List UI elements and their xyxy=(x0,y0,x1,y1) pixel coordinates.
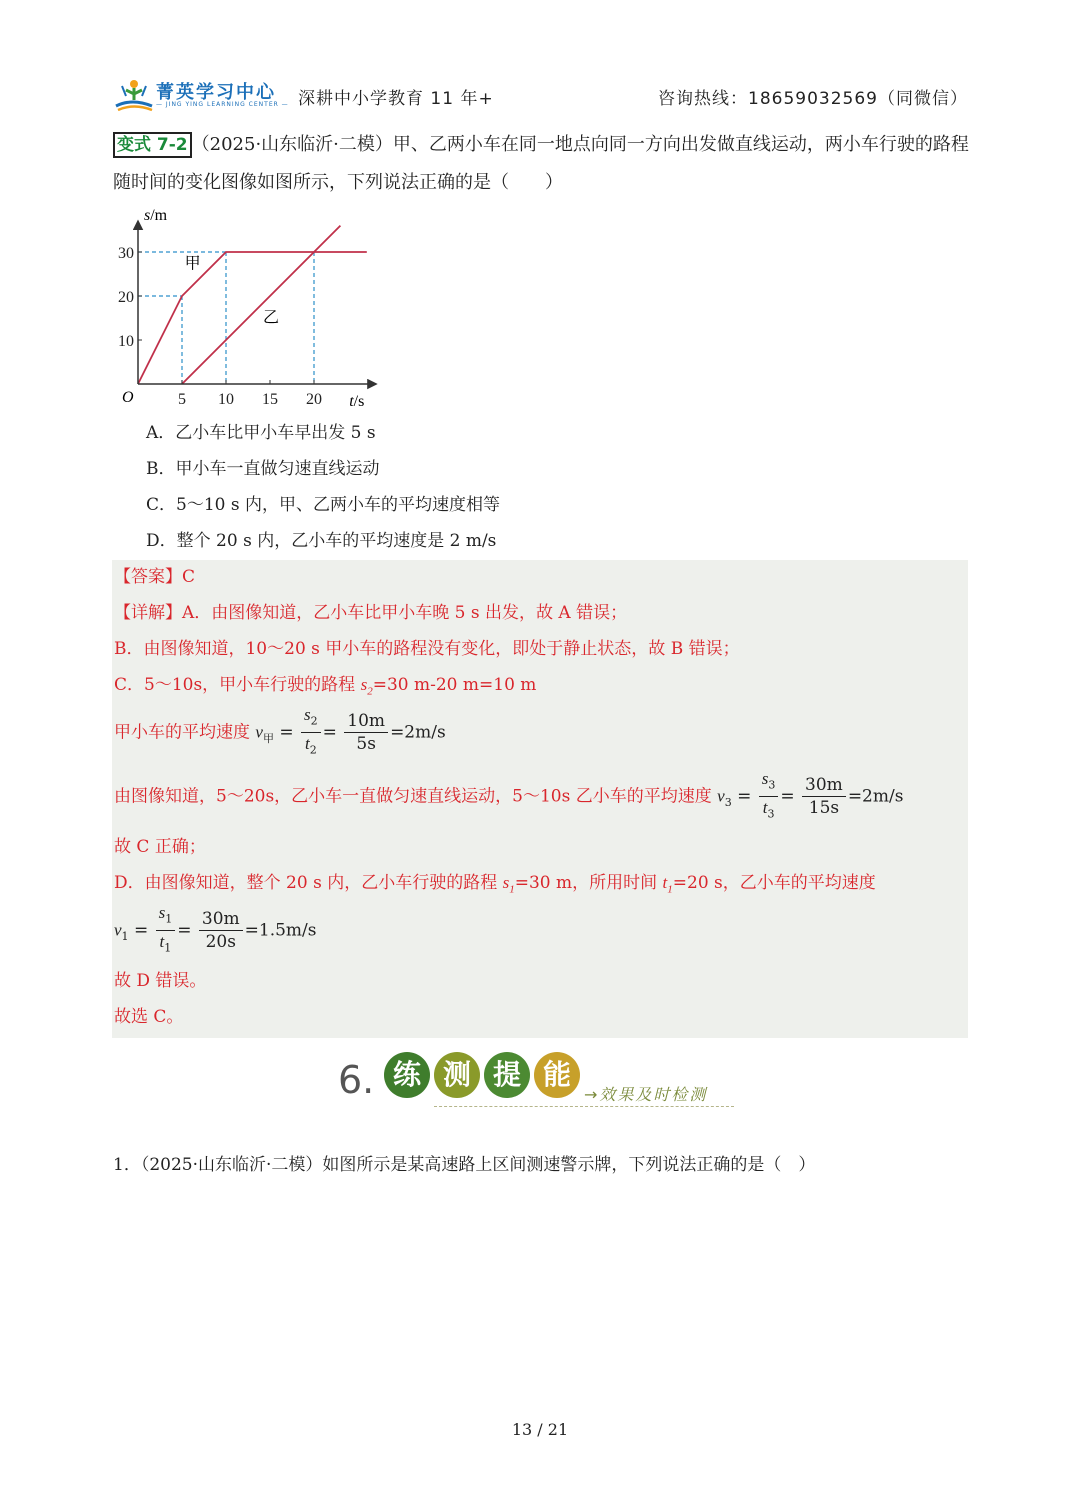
section-char-2: 测 xyxy=(434,1052,480,1098)
d-wrong: 故 D 错误。 xyxy=(114,971,207,991)
question-text-1: （2025·山东临沂·二模）甲、乙两小车在同一地点向同一方向出发做直线运动，两小车行驶的路程 xyxy=(191,134,969,155)
origin-label: O xyxy=(122,389,134,406)
series-line-yi xyxy=(182,226,340,384)
c-correct: 故 C 正确； xyxy=(114,837,206,857)
section-char-3: 提 xyxy=(484,1052,530,1098)
x-tick-label: 15 xyxy=(262,391,278,408)
series-label-jia: 甲 xyxy=(184,253,201,273)
logo-emblem-icon xyxy=(112,76,156,114)
series-line-jia xyxy=(138,252,367,384)
option-c: C．5～10 s 内，甲、乙两小车的平均速度相等 xyxy=(146,495,500,515)
y-tick-label: 30 xyxy=(118,245,134,262)
question-tag: 变式 7-2 xyxy=(113,132,192,158)
detail-b: B．由图像知道，10～20 s 甲小车的路程没有变化，即处于静止状态，故 B 错误； xyxy=(114,639,740,659)
page-number: 13 / 21 xyxy=(511,1420,569,1439)
x-tick-label: 5 xyxy=(178,391,186,408)
final-answer: 故选 C。 xyxy=(114,1007,184,1027)
question-text-2: 随时间的变化图像如图所示，下列说法正确的是（ ） xyxy=(113,172,563,193)
logo xyxy=(112,76,287,114)
y-tick-label: 20 xyxy=(118,289,134,306)
option-b: B．甲小车一直做匀速直线运动 xyxy=(146,459,380,479)
question-line-1 xyxy=(113,130,969,160)
speed-d-formula: $v_1$ = $\frac{s_1}{t_1}$ = $\frac{30m}{20s}$ =1.5m/s xyxy=(114,903,317,955)
detail-c: C．5～10s，甲小车行驶的路程 $s_2=30$ m-20 m=10 m xyxy=(114,675,537,698)
detail-d: D．由图像知道，整个 20 s 内，乙小车行驶的路程 $s_1=30$ m，所用时间 $t_1=20$ s，乙小车的平均速度 xyxy=(114,873,876,896)
y-axis-label: s/m xyxy=(144,207,168,224)
section-number: 6. xyxy=(338,1058,375,1102)
slogan: 深耕中小学教育 11 年+ xyxy=(298,89,494,109)
section-underline xyxy=(434,1106,734,1107)
page-header xyxy=(112,76,972,116)
section-char-1: 练 xyxy=(384,1052,430,1098)
detail-a: 【详解】A．由图像知道，乙小车比甲小车晚 5 s 出发，故 A 错误； xyxy=(114,603,628,623)
speed-yi-formula: 由图像知道，5～20s，乙小车一直做匀速直线运动，5～10s 乙小车的平均速度 $v_3$ = $\frac{s_3}{t_3}$ = $\frac{30m}{15s}$ =2m/s xyxy=(114,769,904,821)
section-char-4: 能 xyxy=(534,1052,580,1098)
hotline: 咨询热线：18659032569（同微信） xyxy=(658,89,968,109)
section-subtitle: →效果及时检测 xyxy=(584,1085,708,1104)
distance-time-chart xyxy=(112,200,382,415)
y-tick-label: 10 xyxy=(118,333,134,350)
section-banner xyxy=(338,1050,738,1114)
x-tick-label: 10 xyxy=(218,391,234,408)
option-d: D．整个 20 s 内，乙小车的平均速度是 2 m/s xyxy=(146,531,497,551)
x-tick-label: 20 xyxy=(306,391,322,408)
logo-title: 菁英学习中心 xyxy=(156,82,276,103)
logo-subtitle: — JING YING LEARNING CENTER — xyxy=(156,101,289,108)
option-a: A．乙小车比甲小车早出发 5 s xyxy=(146,423,376,443)
x-axis-label: t/s xyxy=(349,393,365,410)
next-question: 1．（2025·山东临沂·二模）如图所示是某高速路上区间测速警示牌，下列说法正确的是（ ） xyxy=(113,1155,816,1175)
speed-jia-formula: 甲小车的平均速度 $v_甲$ = $\frac{s_2}{t_2}$ = $\frac{10m}{5s}$ =2m/s xyxy=(114,705,446,757)
answer-box xyxy=(112,560,968,1038)
answer-label: 【答案】C xyxy=(114,567,196,587)
series-label-yi: 乙 xyxy=(262,307,279,327)
